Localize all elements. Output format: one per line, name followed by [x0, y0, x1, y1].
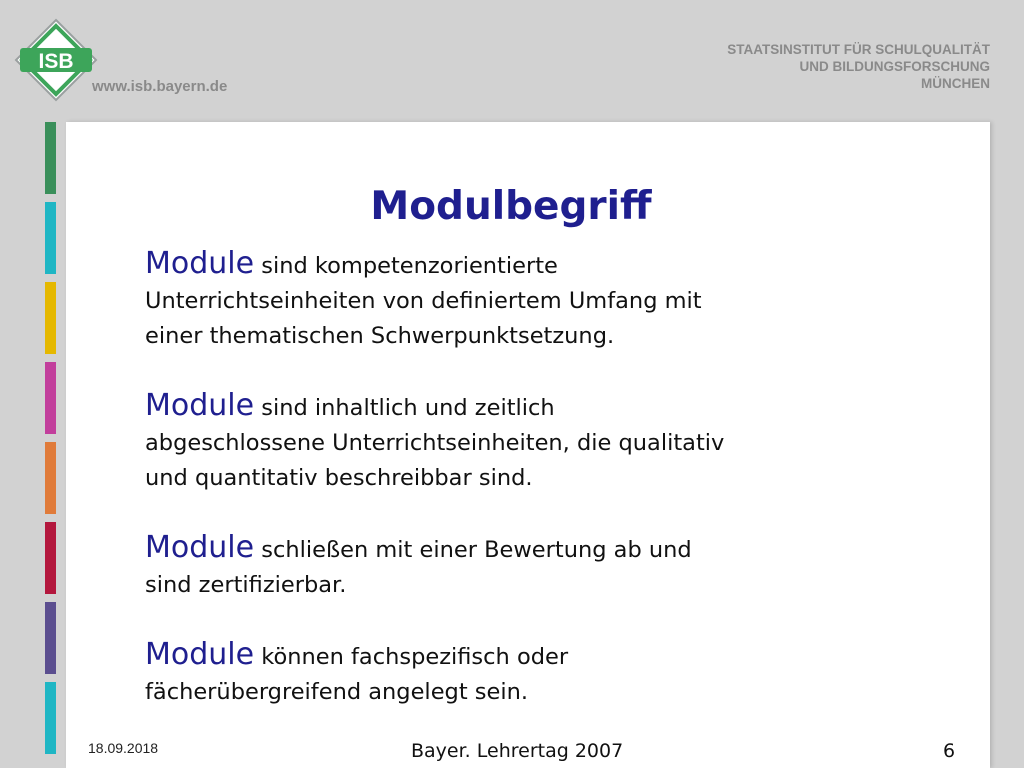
text-line: sind zertifizierbar. — [145, 572, 347, 598]
color-strip — [45, 522, 56, 594]
isb-logo — [14, 18, 98, 102]
logo-text: ISB — [38, 50, 74, 73]
color-strip — [45, 682, 56, 754]
text-line: abgeschlossene Unterrichtseinheiten, die qualitativ — [145, 430, 725, 456]
keyword: Module — [145, 246, 255, 281]
text-line: sind inhaltlich und zeitlich — [254, 395, 555, 421]
text-line: können fachspezifisch oder — [254, 644, 569, 670]
footer-date: 18.09.2018 — [88, 740, 159, 756]
page-number: 6 — [943, 740, 956, 762]
paragraph — [145, 388, 905, 496]
keyword: Module — [145, 388, 255, 423]
text-line: Unterrichtseinheiten von definiertem Umfang mit — [145, 288, 702, 314]
paragraph — [145, 246, 905, 354]
footer-title: Bayer. Lehrertag 2007 — [411, 740, 624, 762]
text-line: einer thematischen Schwerpunktsetzung. — [145, 323, 615, 349]
keyword: Module — [145, 530, 255, 565]
color-strip — [45, 602, 56, 674]
color-strip — [45, 442, 56, 514]
slide-title: Modulbegriff — [370, 184, 652, 229]
text-line: fächerübergreifend angelegt sein. — [145, 679, 529, 705]
slide-content — [145, 246, 905, 744]
color-strip — [45, 122, 56, 194]
slide-panel — [66, 122, 990, 768]
keyword: Module — [145, 637, 255, 672]
paragraph — [145, 530, 905, 603]
text-line: und quantitativ beschreibbar sind. — [145, 465, 533, 491]
institute-line: STAATSINSTITUT FÜR SCHULQUALITÄT — [727, 42, 990, 57]
paragraph — [145, 637, 905, 710]
text-line: sind kompetenzorientierte — [254, 253, 558, 279]
color-strip — [45, 202, 56, 274]
institute-line: UND BILDUNGSFORSCHUNG — [799, 59, 990, 74]
institute-name — [727, 41, 990, 92]
institute-line: MÜNCHEN — [921, 76, 990, 91]
website-url[interactable]: www.isb.bayern.de — [92, 78, 228, 95]
color-strip — [45, 362, 56, 434]
color-strip — [45, 282, 56, 354]
text-line: schließen mit einer Bewertung ab und — [254, 537, 692, 563]
